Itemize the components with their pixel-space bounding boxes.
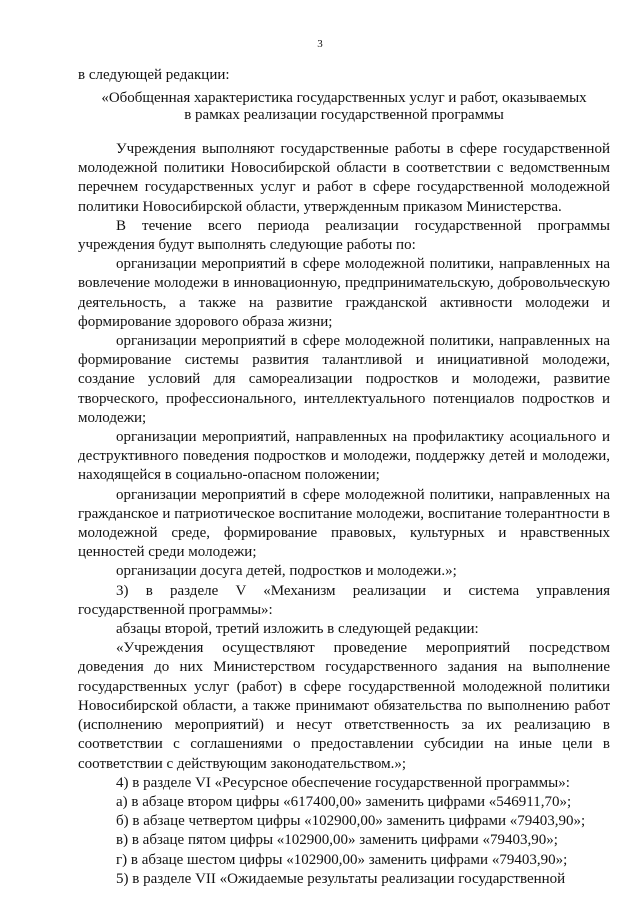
paragraph: 5) в разделе VII «Ожидаемые результаты реализации государственной bbox=[116, 870, 566, 887]
paragraph: б) в абзаце четвертом цифры «102900,00» заменить цифрами «79403,90»; bbox=[116, 813, 586, 830]
paragraph: г) в абзаце шестом цифры «102900,00» заменить цифрами «79403,90»; bbox=[116, 851, 568, 868]
section-heading bbox=[78, 90, 610, 124]
heading-line-1: «Обобщенная характеристика государственных услуг и работ, оказываемых bbox=[101, 90, 587, 106]
intro-line: в следующей редакции: bbox=[78, 67, 230, 83]
paragraph: В течение всего периода реализации государственной программы учреждения будут выполнять следующие работы по: bbox=[78, 217, 610, 254]
paragraph: организации мероприятий, направленных на профилактику асоциального и деструктивного поведения подростков и молодежи, поддержку детей и молодежи, находящейся в социально-опасном положении; bbox=[78, 429, 610, 484]
paragraph: организации мероприятий в сфере молодежной политики, направленных на формирование системы развития талантливой и инициативной молодежи, создание условий для самореализации подростков и молодежи, развитие творческого, профессионального, интеллектуального потенциалов подростков и молодежи; bbox=[78, 333, 610, 426]
paragraph: 3) в разделе V «Механизм реализации и система управления государственной программы»: bbox=[78, 582, 610, 618]
paragraph: организации досуга детей, подростков и молодежи.»; bbox=[116, 563, 457, 580]
page-number: 3 bbox=[317, 38, 323, 50]
paragraph: организации мероприятий в сфере молодежной политики, направленных на вовлечение молодежи в инновационную, предпринимательскую, добровольческую деятельность, а также на развитие гражданской активности молодежи и формирование здорового образа жизни; bbox=[78, 256, 610, 330]
document-body bbox=[78, 140, 610, 889]
paragraph: 4) в разделе VI «Ресурсное обеспечение государственной программы»: bbox=[116, 774, 570, 791]
heading-line-2: в рамках реализации государственной программы bbox=[184, 107, 504, 123]
paragraph: в) в абзаце пятом цифры «102900,00» заменить цифрами «79403,90»; bbox=[116, 832, 558, 849]
paragraph: абзацы второй, третий изложить в следующей редакции: bbox=[116, 621, 479, 638]
paragraph: организации мероприятий в сфере молодежной политики, направленных на гражданское и патриотическое воспитание молодежи, воспитание толерантности в молодежной среде, формирование правовых, культурных и нравственных ценностей среди молодежи; bbox=[78, 486, 610, 561]
paragraph: а) в абзаце втором цифры «617400,00» заменить цифрами «546911,70»; bbox=[116, 793, 572, 810]
paragraph: Учреждения выполняют государственные работы в сфере государственной молодежной политики Новосибирской области в соответствии с ведомственным перечнем государственных услуг и работ в сфере государственной молодежной политики Новосибирской области, утвержденным приказом Министерства. bbox=[78, 141, 610, 215]
paragraph: «Учреждения осуществляют проведение мероприятий посредством доведения до них Министерством государственного задания на выполнение государственных услуг (работ) в сфере государственной молодежной политики Новосибирской области, а также принимают обязательства по выполнению работ (исполнению мероприятий) и несут ответственность за их реализацию в соответствии с соглашениями о предоставлении субсидии на иные цели в соответствии с действующим законодательством.»; bbox=[78, 640, 610, 772]
